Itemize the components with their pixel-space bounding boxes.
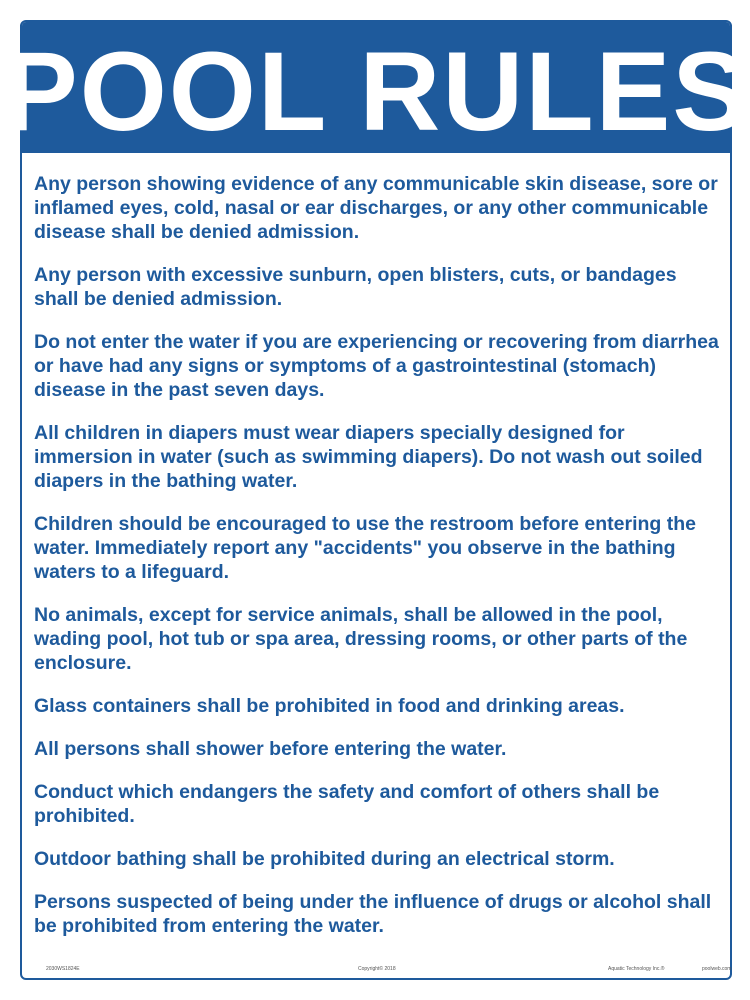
rule-item: No animals, except for service animals, shall be allowed in the pool, wading pool, hot tub or spa area, dressing rooms, or other parts of the enclosure. (34, 604, 688, 674)
rule-item: Any person showing evidence of any communicable skin disease, sore or inflamed eyes, cold, nasal or ear discharges, or any other communicable disease shall be denied admission. (34, 173, 718, 243)
copyright-text: Copyright© 2018 (358, 966, 396, 972)
rule-item: Outdoor bathing shall be prohibited during an electrical storm. (34, 848, 615, 870)
rule-item: Glass containers shall be prohibited in food and drinking areas. (34, 695, 625, 717)
rule-item: Persons suspected of being under the influence of drugs or alcohol shall be prohibited from entering the water. (34, 891, 712, 937)
sign-header (2, 22, 750, 154)
rule-item: Conduct which endangers the safety and comfort of others shall be prohibited. (34, 781, 660, 827)
pool-rules-sign (2, 20, 750, 980)
rule-item: All persons shall shower before entering the water. (34, 738, 507, 760)
website-text: poolweb.com (702, 966, 732, 972)
rules-list (34, 172, 722, 957)
sign-title: POOL RULES (2, 28, 750, 154)
rule-item: All children in diapers must wear diapers specially designed for immersion in water (such as swimming diapers). Do not wash out soiled diapers in the bathing water. (34, 422, 703, 492)
product-code: 2030WS1824E (46, 966, 80, 972)
rule-item: Any person with excessive sunburn, open blisters, cuts, or bandages shall be denied admission. (34, 264, 677, 310)
sign-footer (22, 964, 730, 974)
rule-item: Do not enter the water if you are experiencing or recovering from diarrhea or have had any signs or symptoms of a gastrointestinal (stomach) disease in the past seven days. (34, 331, 719, 401)
company-name: Aquatic Technology Inc.® (608, 966, 665, 972)
rule-item: Children should be encouraged to use the restroom before entering the water. Immediately report any "accidents" you observe in the bathing waters to a lifeguard. (34, 513, 697, 583)
